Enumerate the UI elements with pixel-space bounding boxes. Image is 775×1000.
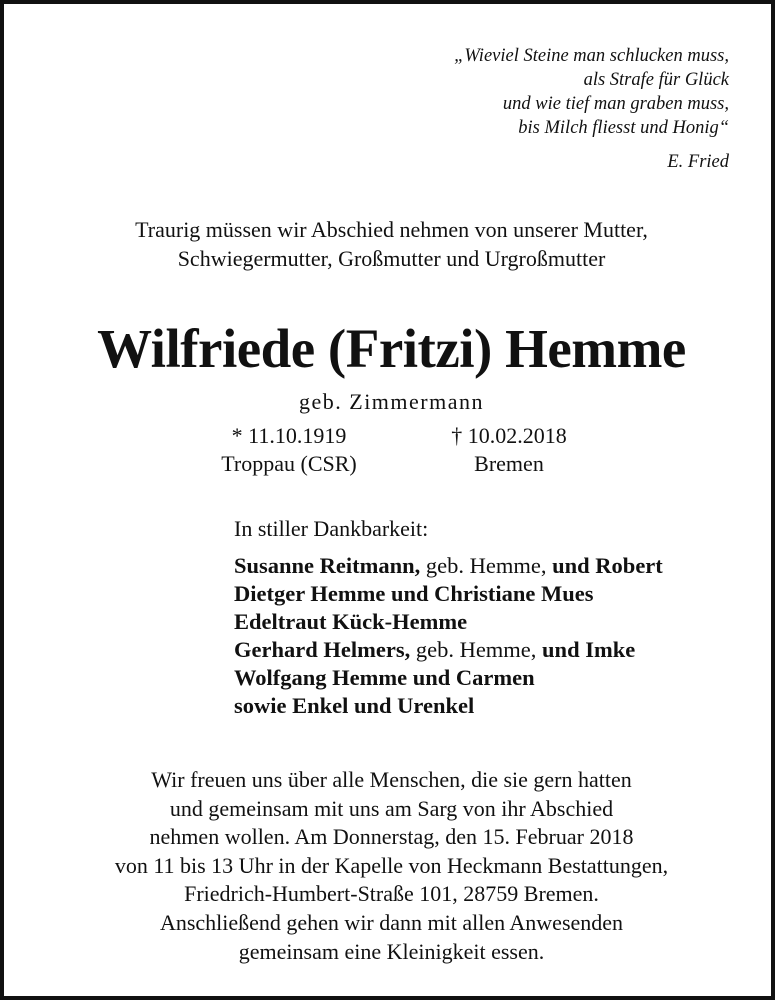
death-place: Bremen	[474, 451, 544, 476]
intro-line: Schwiegermutter, Großmutter und Urgroßmutter	[177, 246, 606, 271]
born-name: geb. Zimmermann	[298, 389, 484, 414]
death-date: † 10.02.2018	[451, 423, 567, 448]
mourners-list	[234, 552, 663, 720]
mourner-line: Edeltraut Kück-Hemme	[234, 609, 468, 634]
mourner-name: Gerhard Helmers,	[234, 637, 411, 662]
mourner-note: geb. Hemme,	[410, 637, 543, 662]
birth-place: Troppau (CSR)	[221, 451, 357, 476]
quote-author: E. Fried	[667, 152, 729, 172]
birth-info	[194, 422, 384, 478]
intro-text	[4, 215, 775, 273]
closing-text	[4, 766, 775, 966]
mourner-line: sowie Enkel und Urenkel	[234, 693, 475, 718]
closing-line: und gemeinsam mit uns am Sarg von ihr Abschied	[169, 795, 614, 821]
closing-line: Wir freuen uns über alle Menschen, die sie gern hatten	[151, 767, 632, 792]
intro-line: Traurig müssen wir Abschied nehmen von unserer Mutter,	[135, 217, 648, 242]
death-info	[414, 422, 604, 478]
mourner-note: geb. Hemme,	[420, 553, 553, 578]
closing-line: von 11 bis 13 Uhr in der Kapelle von Heckmann Bestattungen,	[114, 852, 669, 878]
birth-date: * 11.10.1919	[231, 423, 347, 448]
closing-line: Anschließend gehen wir dann mit allen Anwesenden	[159, 909, 624, 935]
epigraph-quote	[454, 44, 729, 174]
mourner-name: und Robert	[552, 553, 663, 578]
thanks-label: In stiller Dankbarkeit:	[234, 516, 429, 541]
closing-line: gemeinsam eine Kleinigkeit essen.	[238, 938, 545, 964]
mourner-name: und Imke	[542, 637, 636, 662]
quote-line: bis Milch fliesst und Honig“	[518, 118, 729, 138]
mourner-line	[234, 552, 663, 580]
quote-line: und wie tief man graben muss,	[502, 94, 729, 114]
closing-line: nehmen wollen. Am Donnerstag, den 15. Februar 2018	[149, 824, 634, 850]
mourner-line: Wolfgang Hemme und Carmen	[234, 665, 535, 690]
deceased-name: Wilfriede (Fritzi) Hemme	[97, 318, 686, 379]
closing-line: Friedrich-Humbert-Straße 101, 28759 Bremen.	[184, 881, 599, 907]
mourner-name: Susanne Reitmann,	[234, 553, 421, 578]
quote-line: als Strafe für Glück	[583, 70, 729, 90]
quote-line: „Wieviel Steine man schlucken muss,	[454, 46, 729, 66]
mourner-line: Dietger Hemme und Christiane Mues	[234, 581, 594, 606]
mourner-line	[234, 636, 663, 664]
